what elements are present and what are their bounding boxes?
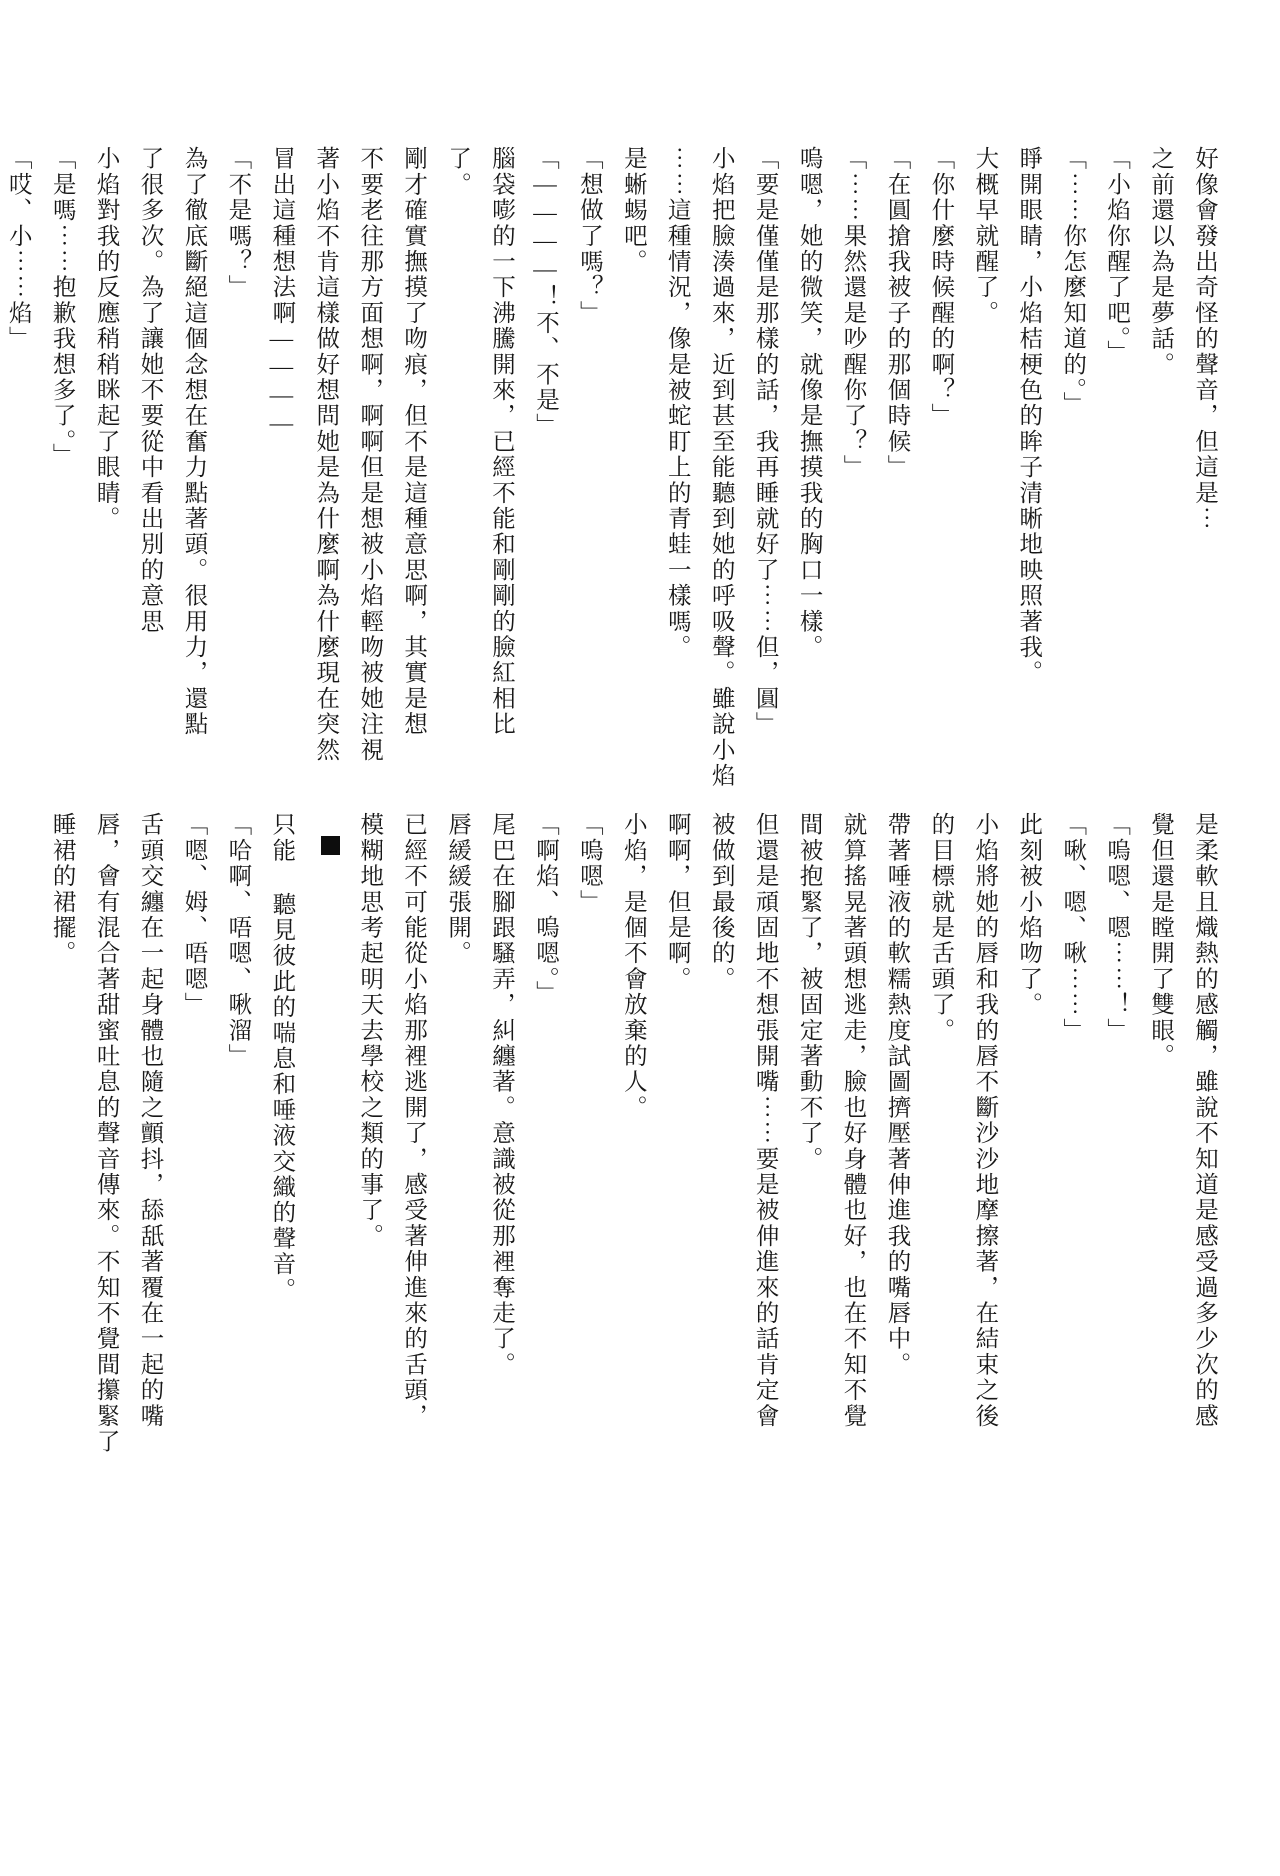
dialogue-line: 「啾、嗯、啾⋯⋯」 (1059, 812, 1086, 1044)
dialogue-line: 「在圓搶我被子的那個時候」 (883, 146, 910, 481)
narration-line: 唇，會有混合著甜蜜吐息的聲音傳來。不知不覺間攥緊了 (92, 812, 119, 1455)
narration-line: 的目標就是舌頭了。 (927, 812, 954, 1044)
narration-line: 大概早就醒了。 (971, 146, 998, 326)
narration-line: 睡裙的裙擺。 (48, 812, 75, 967)
text-block-bottom (48, 812, 1225, 1512)
narration-line: 了。 (444, 146, 471, 198)
dialogue-line: 「嗚嗯」 (575, 812, 602, 915)
dialogue-line: 「嗯、姆、唔嗯」 (180, 812, 207, 1018)
narration-line: 尾巴在腳跟騷弄，糾纏著。意識被從那裡奪走了。 (488, 812, 514, 1378)
narration-line: 了很多次。為了讓她不要從中看出別的意思 (136, 146, 163, 635)
dialogue-line: 「————！不、不是」 (531, 146, 558, 439)
narration-line: 腦袋嘭的一下沸騰開來，已經不能和剛剛的臉紅相比 (488, 146, 514, 738)
narration-line: 此刻被小焰吻了。 (1015, 812, 1042, 1018)
narration-line: 唇緩緩張開。 (444, 812, 471, 967)
section-divider-mark (302, 812, 346, 1512)
dialogue-line: 「⋯⋯你怎麼知道的。」 (1059, 146, 1086, 417)
narration-line: 舌頭交纏在一起身體也隨之顫抖，舔舐著覆在一起的嘴 (136, 812, 163, 1429)
narration-line: 小焰，是個不會放棄的人。 (619, 812, 646, 1121)
dialogue-line: 「你什麼時候醒的啊？」 (927, 146, 954, 429)
narration-line: 睜開眼睛，小焰桔梗色的眸子清晰地映照著我。 (1015, 146, 1042, 686)
narration-line: 嗚嗯，她的微笑，就像是撫摸我的胸口一樣。 (795, 146, 822, 660)
narration-line: 被做到最後的。 (707, 812, 734, 992)
narration-line: 冒出這種想法啊———— (268, 146, 295, 439)
narration-line: 小焰把臉湊過來，近到甚至能聽到她的呼吸聲。雖說小焰 (707, 146, 734, 789)
filled-square-icon (321, 836, 340, 855)
dialogue-line: 「⋯⋯果然還是吵醒你了？」 (839, 146, 866, 481)
dialogue-line: 「哈啊、唔嗯、啾溜」 (224, 812, 251, 1069)
narration-line: 為了徹底斷絕這個念想在奮力點著頭。很用力，還點 (180, 146, 207, 738)
narration-line: 模糊地思考起明天去學校之類的事了。 (356, 812, 383, 1249)
narration-line: 但還是頑固地不想張開嘴⋯⋯要是被伸進來的話肯定會 (751, 812, 778, 1429)
narration-line: ⋯⋯這種情況，像是被蛇盯上的青蛙一樣嗎。 (663, 146, 690, 660)
narration-line: 小焰對我的反應稍稍眯起了眼睛。 (92, 146, 119, 532)
dialogue-line: 「哎、小⋯⋯焰」 (4, 146, 31, 352)
narration-line: 帶著唾液的軟糯熱度試圖擠壓著伸進我的嘴唇中。 (883, 812, 910, 1378)
dialogue-line: 「啊焰、嗚嗯。」 (531, 812, 558, 1006)
dialogue-line: 「不是嗎？」 (224, 146, 251, 301)
narration-line: 好像會發出奇怪的聲音，但這是⋯ (1191, 146, 1217, 532)
narration-line: 已經不可能從小焰那裡逃開了，感受著伸進來的舌頭， (400, 812, 427, 1429)
narration-line: 間被抱緊了，被固定著動不了。 (795, 812, 822, 1172)
narration-line: 之前還以為是夢話。 (1147, 146, 1174, 378)
narration-line: 只能 聽見彼此的喘息和唾液交織的聲音。 (268, 812, 295, 1303)
narration-line: 不要老往那方面想啊，啊啊但是想被小焰輕吻被她注視 (356, 146, 383, 763)
dialogue-line: 「是嗎⋯⋯抱歉我想多了。」 (48, 146, 75, 469)
dialogue-line: 「嗚嗯、嗯⋯⋯！」 (1103, 812, 1130, 1044)
dialogue-line: 「要是僅僅是那樣的話，我再睡就好了⋯⋯但，圓」 (751, 146, 778, 738)
narration-line: 啊啊，但是啊。 (663, 812, 690, 992)
narration-line: 小焰將她的唇和我的唇不斷沙沙地摩擦著，在結束之後 (971, 812, 998, 1429)
narration-line: 就算搖晃著頭想逃走，臉也好身體也好，也在不知不覺 (839, 812, 866, 1429)
text-block-top (4, 146, 1225, 836)
narration-line: 覺但還是瞠開了雙眼。 (1147, 812, 1174, 1069)
narration-line: 是柔軟且熾熱的感觸，雖說不知道是感受過多少次的感 (1191, 812, 1217, 1429)
narration-line: 剛才確實撫摸了吻痕，但不是這種意思啊，其實是想 (400, 146, 427, 738)
narration-line: 是蜥蜴吧。 (619, 146, 646, 275)
dialogue-line: 「小焰你醒了吧。」 (1103, 146, 1130, 366)
narration-line: 著小焰不肯這樣做好想問她是為什麼啊為什麼現在突然 (312, 146, 339, 763)
dialogue-line: 「想做了嗎？」 (575, 146, 602, 326)
